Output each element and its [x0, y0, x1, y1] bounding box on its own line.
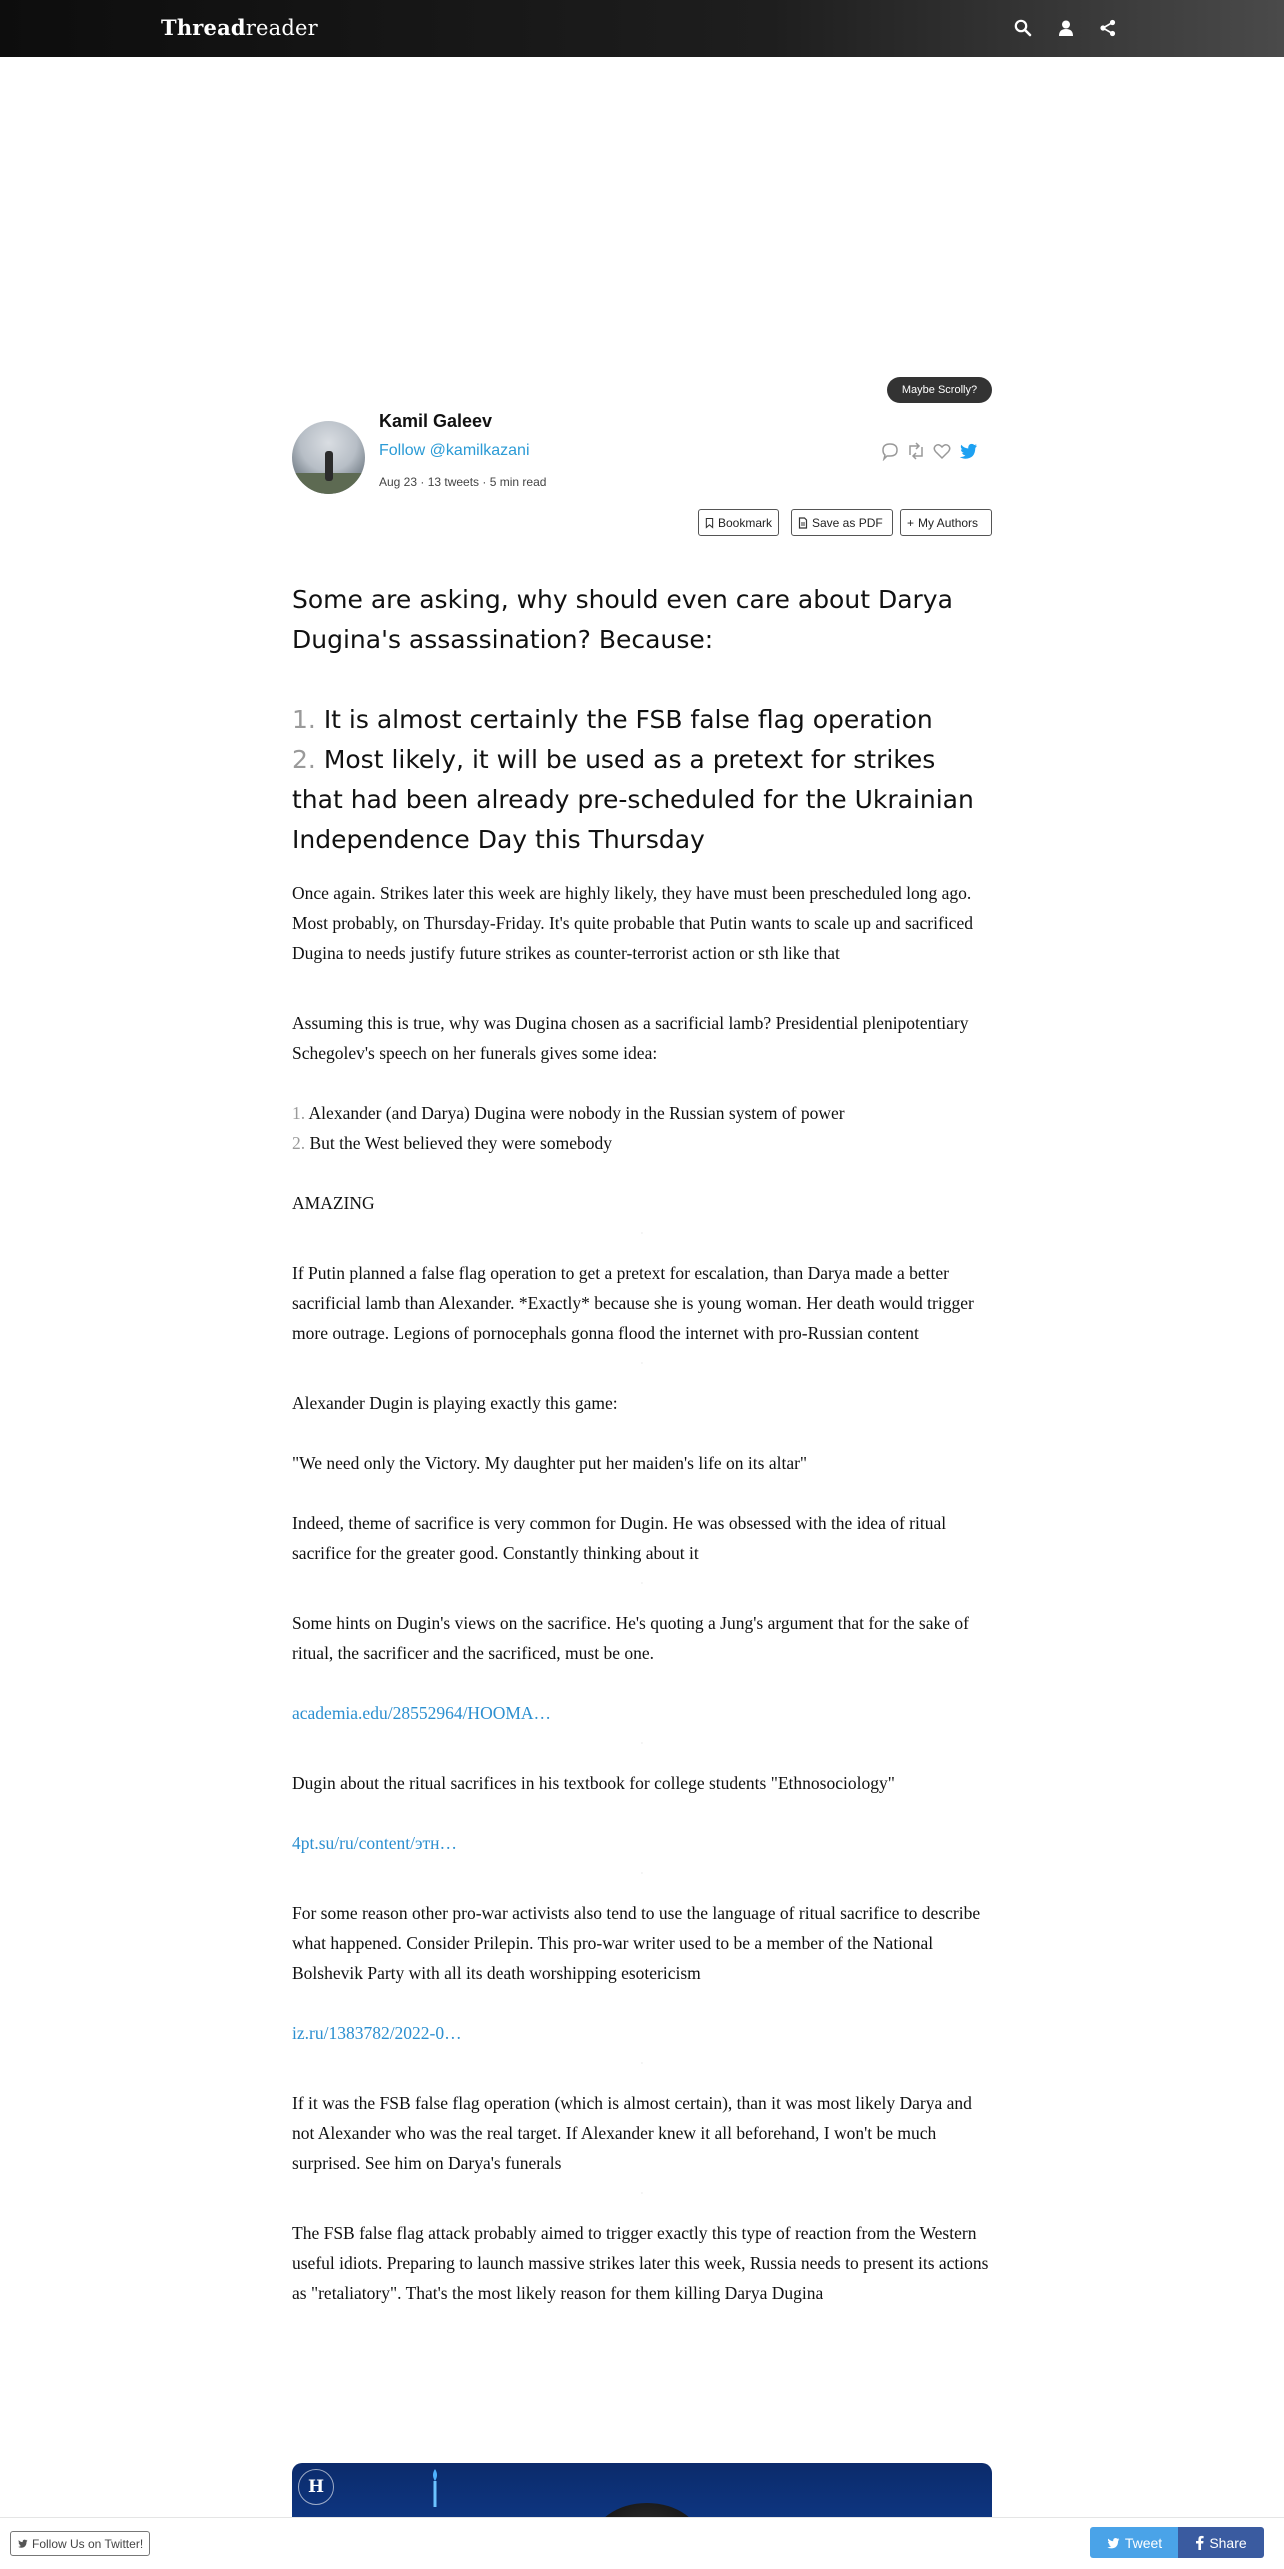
follow-us-label: Follow Us on Twitter!	[32, 2536, 144, 2551]
tweet-paragraph: AMAZING	[292, 1193, 375, 1213]
tweet-paragraph: For some reason other pro-war activists also tend to use the language of ritual sacrifice to describe what happened. Consider Prilepin. This pro-war writer used to be a member of the National Bolshevik Party with all its death worshipping esotericism	[292, 1903, 981, 1983]
tweet-separator: ·	[640, 1579, 644, 1588]
tweet-paragraph: Assuming this is true, why was Dugina chosen as a sacrificial lamb? Presidential plenipotentiary Schegolev's speech on her funerals gives some idea:	[292, 1013, 969, 1063]
bookmark-label: Bookmark	[717, 515, 772, 530]
twitter-bird-icon	[17, 2538, 28, 2549]
bookmark-icon	[705, 517, 714, 529]
reply-icon[interactable]	[880, 441, 900, 461]
numbered-point	[292, 740, 992, 860]
tweet-paragraph: Some hints on Dugin's views on the sacrifice. He's quoting a Jung's argument that for the sake of ritual, the sacrificer and the sacrificed, must be one.	[292, 1613, 969, 1663]
tweet-paragraph: Indeed, theme of sacrifice is very common for Dugin. He was obsessed with the idea of ritual sacrifice for the greater good. Constantly thinking about it	[292, 1513, 947, 1563]
share-icon[interactable]	[1098, 18, 1118, 38]
4pt-link[interactable]: 4pt.su/ru/content/этн…	[292, 1833, 457, 1853]
search-icon[interactable]	[1013, 18, 1033, 38]
tweet-link-row	[292, 1828, 992, 1858]
save-as-pdf-button[interactable]	[791, 509, 893, 536]
share-label: Share	[1209, 2534, 1247, 2551]
list-number: 1.	[292, 1103, 306, 1123]
maybe-scrolly-button[interactable]: Maybe Scrolly?	[887, 377, 992, 403]
point-number: 2.	[292, 745, 316, 774]
point-number: 1.	[292, 705, 316, 734]
pdf-file-icon	[798, 517, 808, 529]
plus-icon: +	[907, 515, 915, 530]
tweet-paragraph: Once again. Strikes later this week are highly likely, they have must been prescheduled long ago. Most probably, on Thursday-Friday. It's quite probable that Putin wants to scale up and sacrificed Dugina to needs justify future strikes as counter-terrorist action or sth like that	[292, 883, 973, 963]
tweet-separator: ·	[640, 2059, 644, 2068]
list-item	[292, 1128, 992, 1158]
retweet-icon[interactable]	[906, 441, 926, 461]
brand-logo[interactable]	[161, 15, 318, 40]
tweet-quote: "We need only the Victory. My daughter put her maiden's life on its altar"	[292, 1453, 808, 1473]
top-navigation-bar	[0, 0, 1284, 57]
tweet-separator: ·	[640, 1739, 644, 1748]
list-text: Alexander (and Darya) Dugina were nobody in the Russian system of power	[308, 1103, 845, 1123]
facebook-share-button[interactable]	[1178, 2527, 1264, 2558]
tweet-intro: Some are asking, why should even care about Darya Dugina's assassination? Because:	[292, 585, 953, 654]
torch-emblem-icon	[428, 2467, 442, 2509]
tweet-link-row	[292, 2018, 992, 2048]
tweet-paragraph: The FSB false flag attack probably aimed to trigger exactly this type of reaction from the Western useful idiots. Preparing to launch massive strikes later this week, Russia needs to present its actions as "retaliatory". That's the most likely reason for them killing Darya Dugina	[292, 2223, 989, 2303]
brand-logo-light: reader	[245, 16, 318, 40]
bookmark-button[interactable]	[698, 509, 779, 536]
thread-meta: Aug 23 · 13 tweets · 5 min read	[379, 475, 547, 489]
tweet-paragraph: If it was the FSB false flag operation (which is almost certain), than it was most likely Darya and not Alexander who was the real target. If Alexander knew it all beforehand, I won't be much surprised. See him on Darya's funerals	[292, 2093, 972, 2173]
numbered-point	[292, 700, 992, 740]
user-icon[interactable]	[1056, 18, 1076, 38]
save-as-pdf-label: Save as PDF	[812, 515, 883, 530]
tweet-label: Tweet	[1124, 2534, 1163, 2551]
thread-content	[292, 580, 992, 2308]
tweet-button[interactable]	[1090, 2527, 1178, 2558]
tweet-separator: ·	[640, 2189, 644, 2198]
academia-link[interactable]: academia.edu/28552964/HOOMA…	[292, 1703, 552, 1723]
tweet-separator: ·	[640, 1359, 644, 1368]
follow-link[interactable]: Follow @kamilkazani	[379, 442, 530, 459]
tweet-link-row	[292, 1698, 992, 1728]
tweet-paragraph: If Putin planned a false flag operation to get a pretext for escalation, than Darya made a better sacrificial lamb than Alexander. *Exactly* because she is young woman. Her death would trigger more outrage. Legions of pornocephals gonna flood the internet with pro-Russian content	[292, 1263, 974, 1343]
my-authors-button[interactable]	[900, 509, 992, 536]
tweet-separator: ·	[640, 1869, 644, 1878]
author-name[interactable]: Kamil Galeev	[379, 411, 493, 431]
facebook-icon	[1195, 2535, 1204, 2550]
media-logo: H	[298, 2469, 334, 2505]
tweet-paragraph: Dugin about the ritual sacrifices in his textbook for college students "Ethnosociology"	[292, 1773, 895, 1793]
brand-logo-bold: Thread	[161, 15, 246, 40]
list-item	[292, 1098, 992, 1128]
list-number: 2.	[292, 1133, 306, 1153]
twitter-bird-icon[interactable]	[958, 441, 978, 461]
twitter-bird-icon	[1106, 2536, 1120, 2550]
avatar[interactable]	[292, 421, 365, 494]
tweet-paragraph: Alexander Dugin is playing exactly this game:	[292, 1393, 618, 1413]
list-text: But the West believed they were somebody	[309, 1133, 612, 1153]
point-text: It is almost certainly the FSB false flag operation	[323, 705, 933, 734]
point-text: Most likely, it will be used as a pretext for strikes that had been already pre-scheduled for the Ukrainian Independence Day this Thursday	[292, 745, 974, 854]
my-authors-label: My Authors	[918, 515, 979, 530]
like-icon[interactable]	[932, 441, 952, 461]
follow-us-on-twitter-button[interactable]	[10, 2531, 150, 2556]
izvestia-link[interactable]: iz.ru/1383782/2022-0…	[292, 2023, 462, 2043]
avatar-figure	[325, 451, 333, 481]
tweet-separator: ·	[640, 1229, 644, 1238]
